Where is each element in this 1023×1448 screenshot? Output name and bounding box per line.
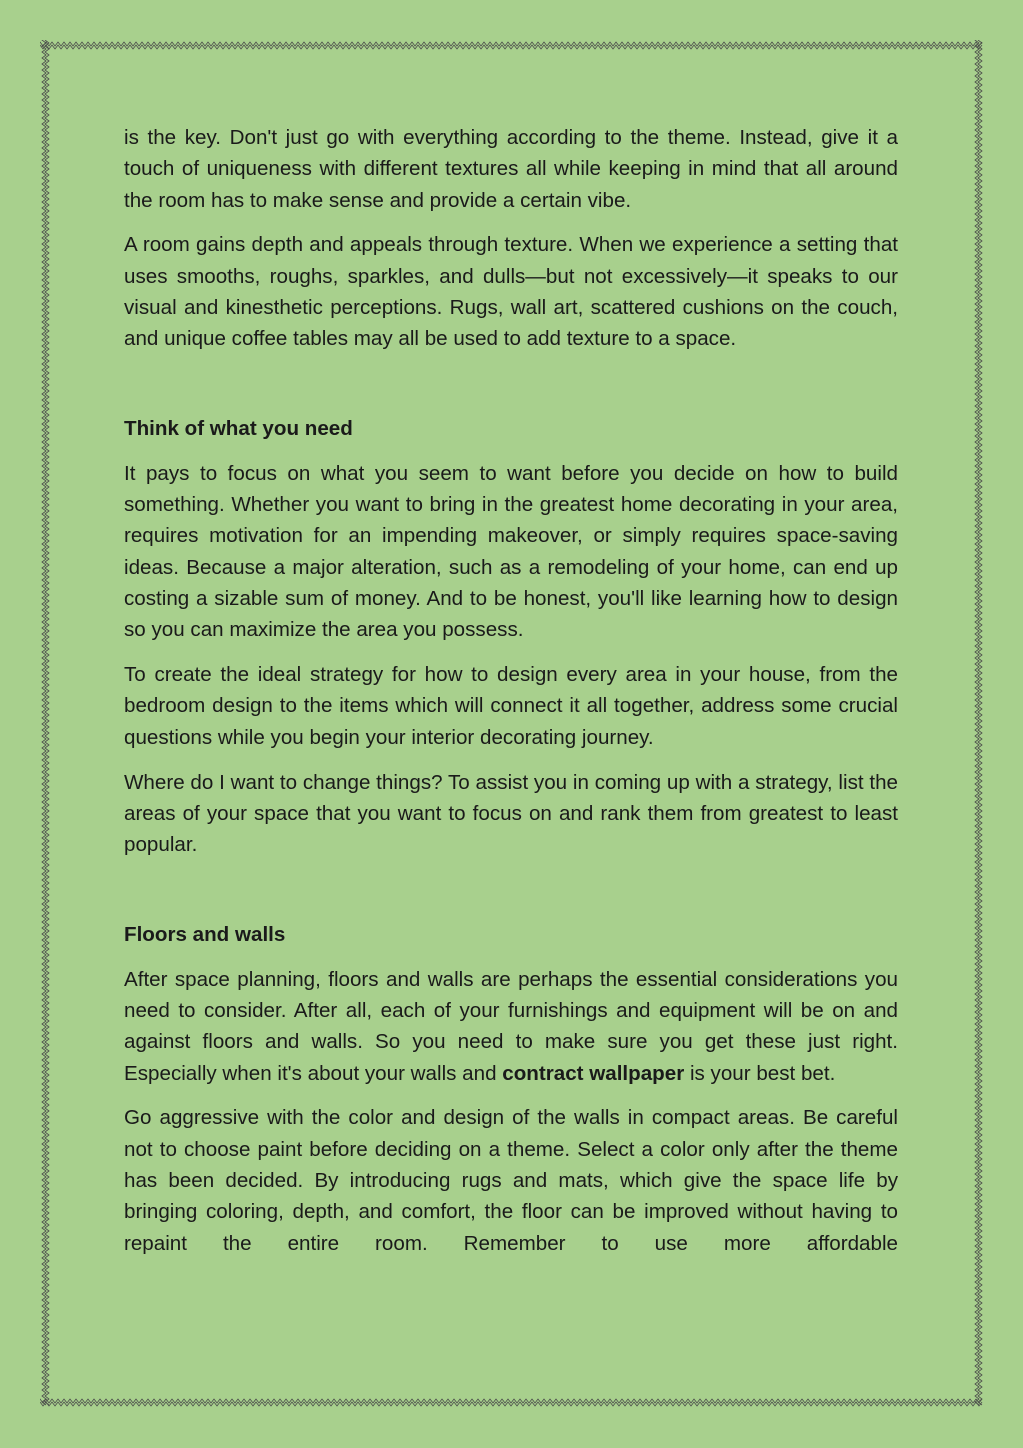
heading-think-of-what-you-need: Think of what you need xyxy=(124,417,353,441)
border-left-zigzag xyxy=(40,40,50,1407)
paragraph-where-to-change: Where do I want to change things? To assist you in coming up with a strategy, list the areas of your space that you want to focus on and rank them from greatest to least popular. xyxy=(124,770,898,857)
paragraph-focus-on-wants: It pays to focus on what you seem to want before you decide on how to build something. Whether you want to bring in the greatest home decorating in your area, requires motivation for an impending makeover, or simply requires space-saving ideas. Because a major alteration, such as a remodeling of your home, can end up costing a sizable sum of money. And to be honest, you'll like learning how to design so you can maximize the area you possess. xyxy=(124,461,898,642)
text-segment: After space planning, floors and walls are perhaps the essential considerations you need to consider. After all, each of your furnishings and equipment will be on and against floors and walls. So you need to make sure you get these just right. Especially when it's about your walls and xyxy=(124,967,898,1085)
border-top-zigzag xyxy=(40,40,983,50)
section-spacer xyxy=(124,874,898,919)
border-right-zigzag xyxy=(973,40,983,1407)
paragraph-theme-key: is the key. Don't just go with everything according to the theme. Instead, give it a touch of uniqueness with different textures all while keeping in mind that all around the room has to make sense and provide a certain vibe. xyxy=(124,126,898,212)
section-spacer xyxy=(124,368,898,413)
document-body xyxy=(124,122,898,1272)
paragraph-floors-walls xyxy=(124,964,898,1089)
paragraph-aggressive-color: Go aggressive with the color and design of the walls in compact areas. Be careful not to choose paint before deciding on a theme. Select a color only after the theme has been decided. By introducing rugs and mats, which give the space life by bringing coloring, depth, and comfort, the floor can be improved without having to repaint the entire room. Remember to use more affordable xyxy=(124,1106,898,1255)
text-segment: is your best bet. xyxy=(684,1061,836,1085)
contract-wallpaper-keyword: contract wallpaper xyxy=(502,1061,685,1085)
paragraph-ideal-strategy: To create the ideal strategy for how to design every area in your house, from the bedroom design to the items which will connect it all together, address some crucial questions while you begin your interior decorating journey. xyxy=(124,663,898,749)
border-bottom-zigzag xyxy=(40,1397,983,1407)
heading-floors-and-walls: Floors and walls xyxy=(124,922,286,946)
paragraph-texture: A room gains depth and appeals through texture. When we experience a setting that uses smooths, roughs, sparkles, and dulls—but not excessively—it speaks to our visual and kinesthetic perceptions. Rugs, wall art, scattered cushions on the couch, and unique coffee tables may all be used to add texture to a space. xyxy=(124,233,898,351)
